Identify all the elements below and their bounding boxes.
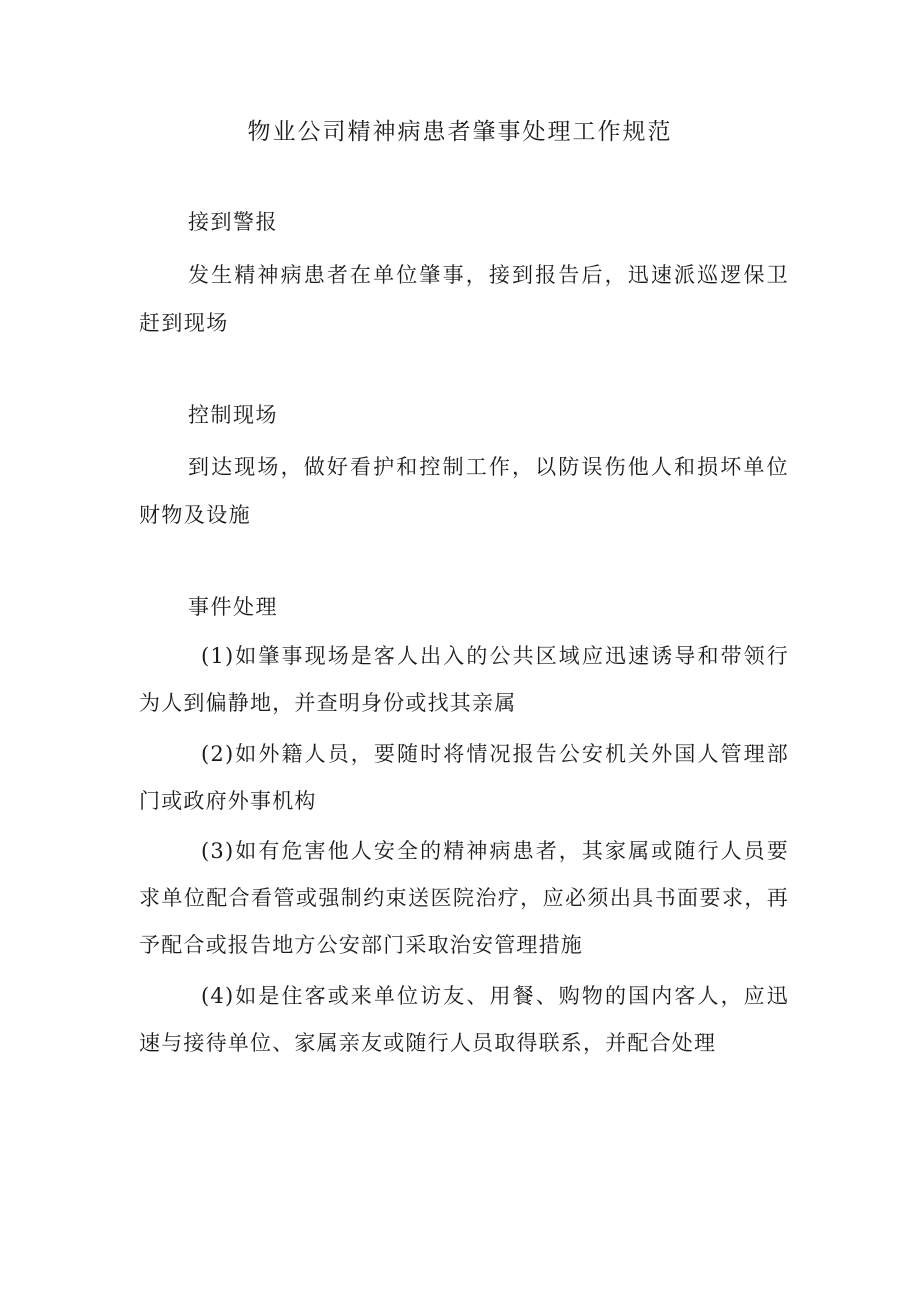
section-body-receive-alarm: 发生精神病患者在单位肇事，接到报告后，迅速派巡逻保卫赶到现场 bbox=[139, 263, 789, 335]
handling-item-4: (4)如是住客或来单位访友、用餐、购物的国内客人，应迅速与接待单位、家属亲友或随行人员取得联系，并配合处理 bbox=[139, 984, 789, 1055]
section-heading-incident-handling: 事件处理 bbox=[188, 595, 278, 619]
handling-item-3: (3)如有危害他人安全的精神病患者，其家属或随行人员要求单位配合看管或强制约束送医院治疗，应必须出具书面要求，再予配合或报告地方公安部门采取治安管理措施 bbox=[139, 839, 789, 957]
handling-item-2: (2)如外籍人员，要随时将情况报告公安机关外国人管理部门或政府外事机构 bbox=[139, 742, 789, 813]
document-title: 物业公司精神病患者肇事处理工作规范 bbox=[247, 119, 673, 145]
section-heading-control-scene: 控制现场 bbox=[188, 403, 278, 427]
section-body-control-scene: 到达现场，做好看护和控制工作，以防误伤他人和损坏单位财物及设施 bbox=[139, 455, 789, 527]
handling-item-1: (1)如肇事现场是客人出入的公共区域应迅速诱导和带领行为人到偏静地，并查明身份或找其亲属 bbox=[139, 644, 789, 715]
section-heading-receive-alarm: 接到警报 bbox=[188, 210, 278, 234]
